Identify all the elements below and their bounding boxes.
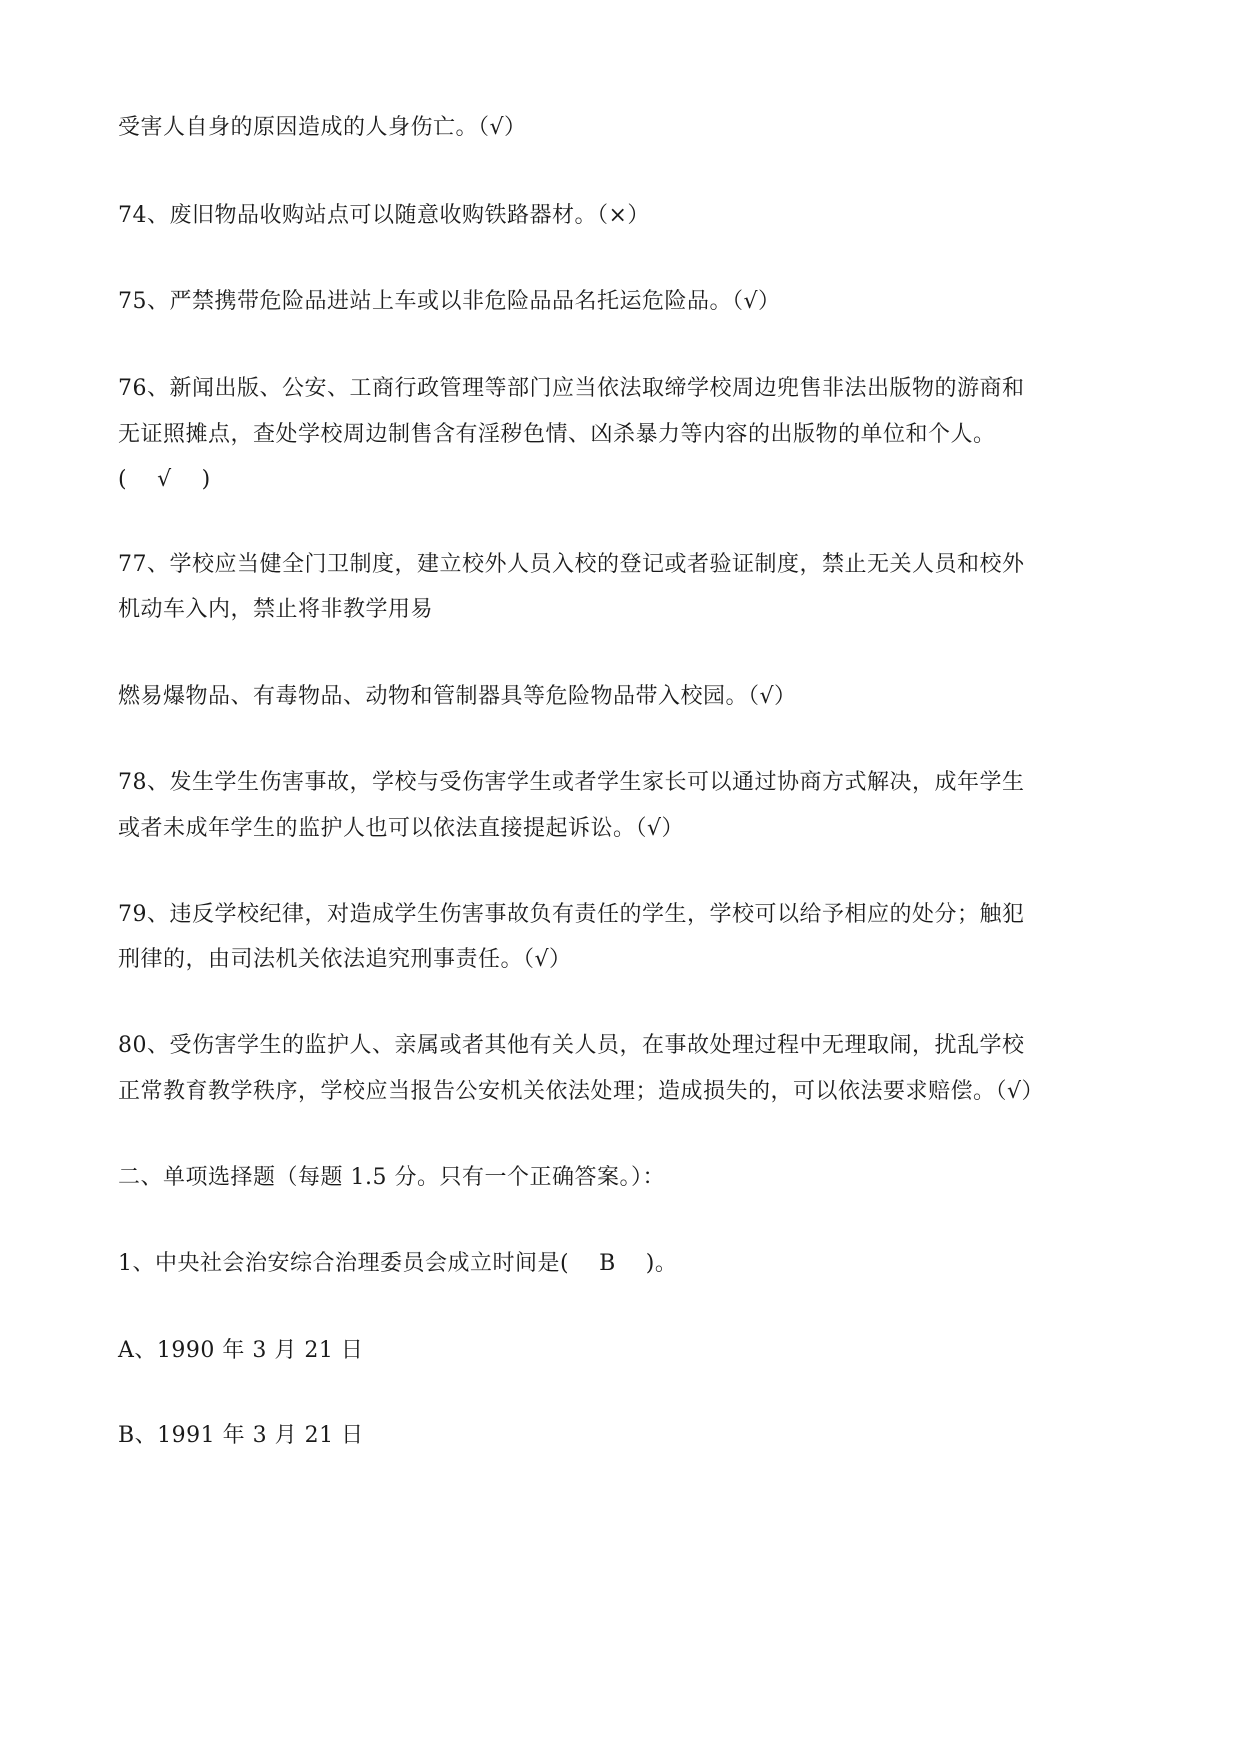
text-line-q75: 75、严禁携带危险品进站上车或以非危险品品名托运危险品。（√） [118,289,781,314]
text-line-q76-a: 76、新闻出版、公安、工商行政管理等部门应当依法取缔学校周边兜售非法出版物的游商和 [118,376,1025,401]
text-line-q76-b: 无证照摊点，查处学校周边制售含有淫秽色情、凶杀暴力等内容的出版物的单位和个人。 [118,422,996,447]
text-line-q77-b: 机动车入内，禁止将非教学用易 [118,597,434,622]
text-line-q78-b: 或者未成年学生的监护人也可以依法直接提起诉讼。（√） [118,816,685,841]
text-line-q80-a: 80、受伤害学生的监护人、亲属或者其他有关人员，在事故处理过程中无理取闹，扰乱学校 [118,1033,1025,1058]
text-line-q74: 74、废旧物品收购站点可以随意收购铁路器材。（×） [118,203,650,228]
option-a: A、1990 年 3 月 21 日 [118,1338,364,1363]
text-line-q79-a: 79、违反学校纪律，对造成学生伤害事故负有责任的学生，学校可以给予相应的处分；触犯 [118,902,1025,927]
section-heading-single-choice: 二、单项选择题（每题 1.5 分。只有一个正确答案。）： [118,1165,665,1190]
text-line-q80-b: 正常教育教学秩序，学校应当报告公安机关依法处理；造成损失的，可以依法要求赔偿。（√） [118,1079,1045,1104]
text-line-q73-continued: 受害人自身的原因造成的人身伤亡。（√） [118,115,527,140]
text-line-q76-answer: ( √ ) [118,467,211,492]
text-line-q78-a: 78、发生学生伤害事故，学校与受伤害学生或者学生家长可以通过协商方式解决，成年学生 [118,770,1025,795]
text-line-q77-a: 77、学校应当健全门卫制度，建立校外人员入校的登记或者验证制度，禁止无关人员和校外 [118,552,1025,577]
text-line-q77-c: 燃易爆物品、有毒物品、动物和管制器具等危险物品带入校园。（√） [118,684,797,709]
text-line-mc-q1: 1、中央社会治安综合治理委员会成立时间是( B )。 [118,1251,678,1276]
option-b: B、1991 年 3 月 21 日 [118,1423,364,1448]
text-line-q79-b: 刑律的，由司法机关依法追究刑事责任。（√） [118,947,572,972]
